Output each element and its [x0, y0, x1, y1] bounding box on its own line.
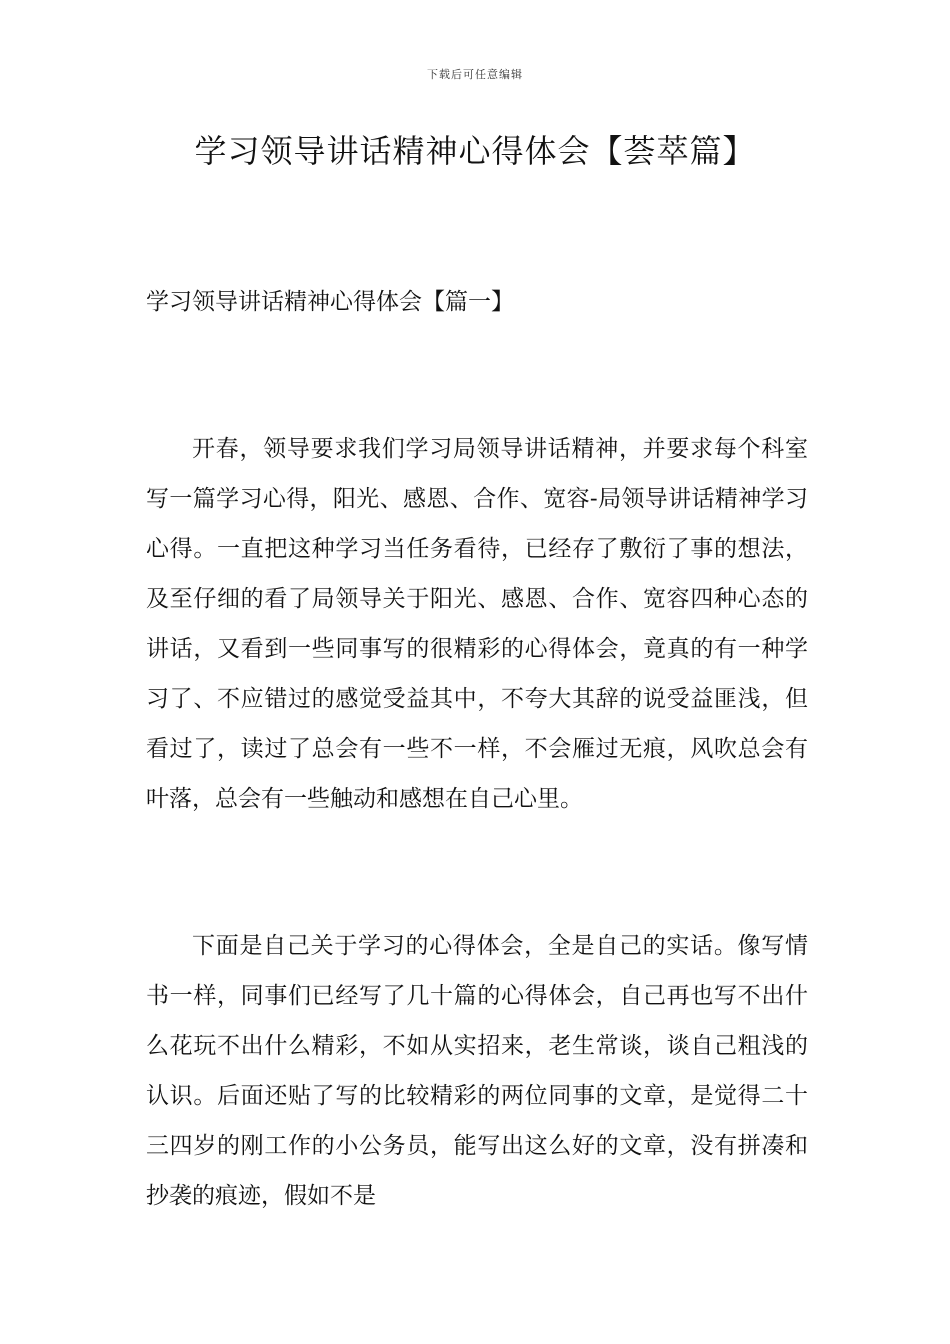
document-title: 学习领导讲话精神心得体会【荟萃篇】	[194, 132, 756, 170]
body-paragraph-1: 开春，领导要求我们学习局领导讲话精神，并要求每个科室写一篇学习心得，阳光、感恩、合作、宽容-局领导讲话精神学习心得。一直把这种学习当任务看待，已经存了敷衍了事的想法，及至仔细的看了局领导关于阳光、感恩、合作、宽容四种心态的讲话，又看到一些同事写的很精彩的心得体会，竟真的有一种学习了、不应错过的感觉受益其中，不夸大其辞的说受益匪浅，但看过了，读过了总会有一些不一样，不会雁过无痕，风吹总会有叶落，总会有一些触动和感想在自己心里。	[146, 436, 808, 812]
header-note: 下载后可任意编辑	[427, 68, 523, 81]
section-heading: 学习领导讲话精神心得体会【篇一】	[146, 289, 514, 315]
body-paragraph-2: 下面是自己关于学习的心得体会，全是自己的实话。像写情书一样，同事们已经写了几十篇的心得体会，自己再也写不出什么花玩不出什么精彩，不如从实招来，老生常谈，谈自己粗浅的认识。后面还贴了写的比较精彩的两位同事的文章，是觉得二十三四岁的刚工作的小公务员，能写出这么好的文章，没有拼凑和抄袭的痕迹，假如不是	[146, 933, 808, 1209]
